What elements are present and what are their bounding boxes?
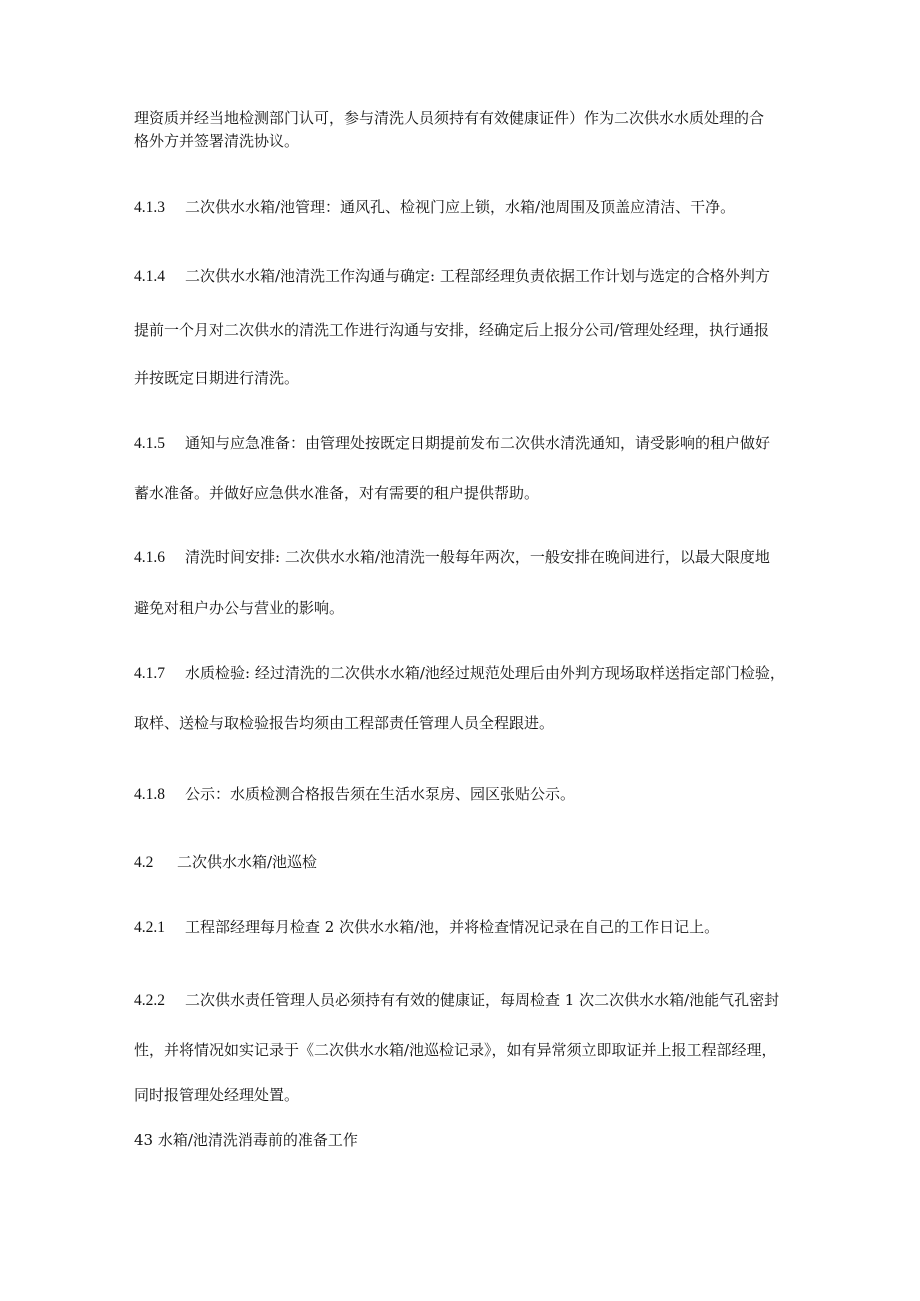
section-number: 4.1.8: [134, 786, 165, 803]
intro-line-2: 格外方并签署清洗协议。: [134, 132, 300, 150]
section-number: 4.1.3: [134, 199, 165, 216]
section-4-2-heading: [134, 852, 317, 873]
section-4-2-1: [134, 917, 719, 938]
section-text: 工程部经理每月检查 2 次供水水箱/池，并将检查情况记录在自己的工作日记上。: [185, 918, 720, 936]
section-text: 二次供水水箱/池管理：通风孔、检视门应上锁，水箱/池周围及顶盖应清洁、干净。: [185, 198, 736, 216]
section-4-1-5: [134, 433, 770, 454]
intro-line-1: 理资质并经当地检测部门认可，参与清洗人员须持有有效健康证件）作为二次供水水质处理的合: [134, 109, 765, 127]
section-text: 二次供水水箱/池清洗工作沟通与确定: 工程部经理负责依据工作计划与选定的合格外判方: [185, 267, 770, 285]
section-number: 4.1.6: [134, 549, 165, 566]
section-number: 4.2.1: [134, 919, 165, 936]
section-title: 二次供水水箱/池巡检: [177, 853, 318, 871]
section-text: 清洗时间安排: 二次供水水箱/池清洗一般每年两次，一般安排在晚间进行，以最大限度地: [185, 548, 770, 566]
section-4-2-2: [134, 990, 779, 1011]
section-4-1-7: [134, 663, 785, 684]
section-text: 二次供水责任管理人员必须持有有效的健康证，每周检查 1 次二次供水水箱/池能气孔密封: [185, 991, 780, 1009]
section-number: 4.1.7: [134, 665, 165, 682]
section-4-3-heading: 43 水箱/池清洗消毒前的准备工作: [134, 1131, 358, 1149]
section-4-1-6-line-2: 避免对租户办公与营业的影响。: [134, 599, 345, 617]
section-4-2-2-line-2: 性，并将情况如实记录于《二次供水水箱/池巡检记录》，如有异常须立即取证并上报工程部经理，: [134, 1041, 777, 1059]
section-4-1-8: [134, 784, 575, 805]
section-4-1-4-line-2: 提前一个月对二次供水的清洗工作进行沟通与安排，经确定后上报分公司/管理处经理，执行通报: [134, 321, 770, 339]
section-number: 4.2.2: [134, 992, 165, 1009]
section-number: 4.2: [134, 854, 154, 871]
section-4-1-3: [134, 197, 735, 218]
section-4-1-4: [134, 266, 770, 287]
section-4-1-4-line-3: 并按既定日期进行清洗。: [134, 369, 300, 387]
section-4-2-2-line-3: 同时报管理处经理处置。: [134, 1086, 300, 1104]
section-4-1-5-line-2: 蓄水准备。并做好应急供水准备，对有需要的租户提供帮助。: [134, 484, 540, 502]
section-text: 水质检验: 经过清洗的二次供水水箱/池经过规范处理后由外判方现场取样送指定部门检验，: [185, 664, 785, 682]
section-4-1-6: [134, 547, 770, 568]
section-number: 4.1.5: [134, 435, 165, 452]
section-4-1-7-line-2: 取样、送检与取检验报告均须由工程部责任管理人员全程跟进。: [134, 714, 555, 732]
section-text: 通知与应急准备：由管理处按既定日期提前发布二次供水清洗通知，请受影响的租户做好: [185, 434, 771, 452]
section-number: 4.1.4: [134, 268, 165, 285]
section-text: 公示：水质检测合格报告须在生活水泵房、园区张贴公示。: [185, 785, 576, 803]
